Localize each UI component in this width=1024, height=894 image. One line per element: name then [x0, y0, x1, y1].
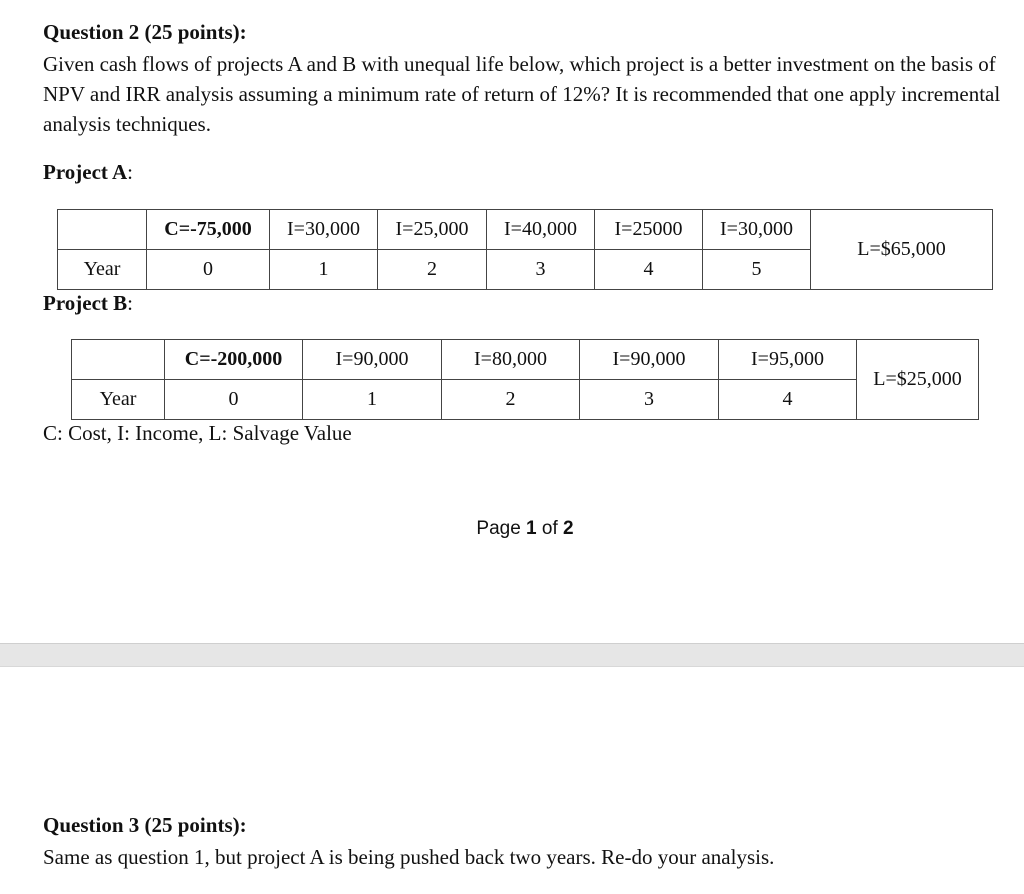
project-b-year-label: Year: [72, 380, 165, 420]
project-a-blank-cell: [58, 210, 147, 250]
question-3-title: Question 3 (25 points):: [43, 813, 247, 837]
project-b-label-colon: :: [127, 291, 133, 315]
project-b-year-cell: 0: [165, 380, 303, 420]
project-b-cash-flow-row: [72, 340, 979, 380]
project-b-year-row: [72, 380, 979, 420]
project-a-year-cell: 3: [487, 250, 595, 290]
project-b-label: [43, 291, 133, 316]
project-a-cash-flow-cell: I=30,000: [703, 210, 811, 250]
project-a-year-cell: 5: [703, 250, 811, 290]
cash-flow-legend: C: Cost, I: Income, L: Salvage Value: [43, 421, 352, 445]
project-a-year-cell: 0: [147, 250, 270, 290]
project-b-cash-flow-cell: I=90,000: [580, 340, 719, 380]
project-a-year-cell: 1: [270, 250, 378, 290]
project-a-salvage-cell: L=$65,000: [811, 210, 993, 290]
project-b-blank-cell: [72, 340, 165, 380]
project-a-year-cell: 4: [595, 250, 703, 290]
project-a-cash-flow-table: [57, 209, 993, 290]
project-b-salvage-cell: L=$25,000: [857, 340, 979, 420]
project-a-label: [43, 160, 133, 185]
project-b-year-cell: 3: [580, 380, 719, 420]
project-b-cash-flow-cell: C=-200,000: [165, 340, 303, 380]
project-a-cash-flow-cell: I=25,000: [378, 210, 487, 250]
project-b-cash-flow-table: [71, 339, 979, 420]
project-a-label-text: Project A: [43, 160, 128, 184]
project-a-cash-flow-row: [58, 210, 993, 250]
project-a-label-colon: :: [127, 160, 133, 184]
project-b-label-text: Project B: [43, 291, 128, 315]
project-b-cash-flow-cell: I=95,000: [719, 340, 857, 380]
project-a-cash-flow-cell: C=-75,000: [147, 210, 270, 250]
page-number-middle: of: [536, 518, 564, 539]
project-b-year-cell: 2: [442, 380, 580, 420]
project-a-year-cell: 2: [378, 250, 487, 290]
page-separator: [0, 643, 1024, 667]
project-a-cash-flow-cell: I=40,000: [487, 210, 595, 250]
project-b-cash-flow-cell: I=90,000: [303, 340, 442, 380]
project-a-cash-flow-cell: I=30,000: [270, 210, 378, 250]
page-number-prefix: Page: [476, 518, 527, 539]
question-2-title: Question 2 (25 points):: [43, 20, 247, 44]
question-2-body: Given cash flows of projects A and B with unequal life below, which project is a better investment on the basis of NPV and IRR analysis assuming a minimum rate of return of 12%? It is recommended that one apply incremental analysis techniques.: [43, 52, 1001, 136]
question-3-body: Same as question 1, but project A is being pushed back two years. Re-do your analysis.: [43, 845, 775, 869]
project-a-cash-flow-cell: I=25000: [595, 210, 703, 250]
page-number: [0, 518, 1024, 540]
project-b-cash-flow-cell: I=80,000: [442, 340, 580, 380]
project-a-year-label: Year: [58, 250, 147, 290]
project-b-year-cell: 4: [719, 380, 857, 420]
project-b-year-cell: 1: [303, 380, 442, 420]
page-number-current: 1: [526, 518, 537, 539]
page-number-total: 2: [563, 518, 574, 539]
